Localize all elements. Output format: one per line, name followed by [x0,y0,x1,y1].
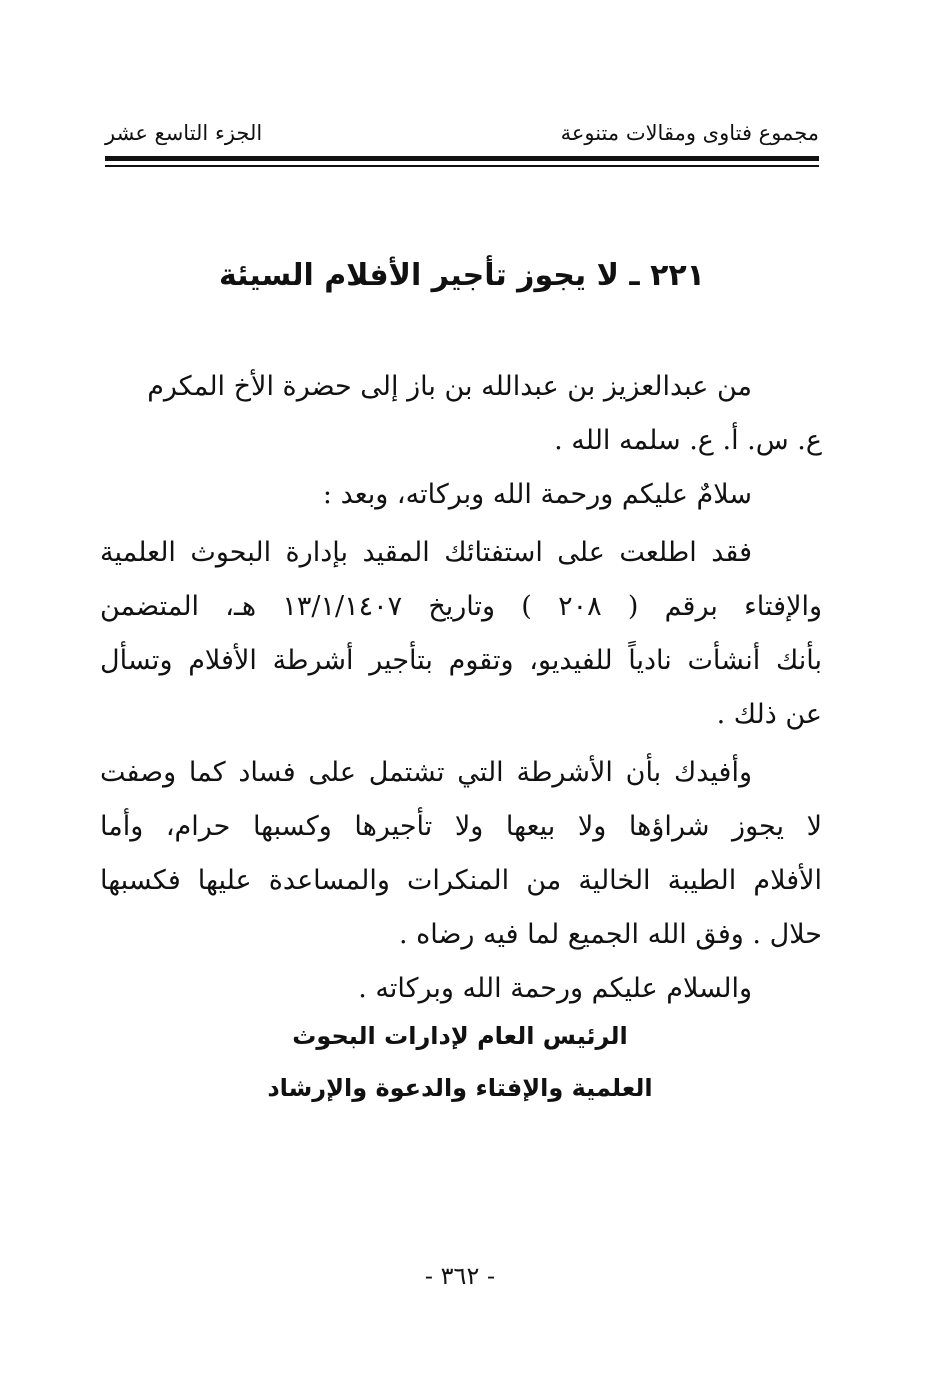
salutation-line-1: من عبدالعزيز بن عبدالله بن باز إلى حضرة الأخ المكرم [147,371,752,402]
paragraph-2-line: وأفيدك بأن الأشرطة التي تشتمل على فساد كما وصفت [100,757,752,788]
running-header [105,120,819,146]
paragraph-2-line: الأفلام الطيبة الخالية من المنكرات والمساعدة عليها فكسبها [100,865,822,896]
signature-block [260,1010,660,1114]
paragraph-2 [100,746,822,962]
greeting-line: سلامٌ عليكم ورحمة الله وبركاته، وبعد : [322,479,752,510]
page-number: - ٣٦٢ - [424,1262,496,1290]
signature-line-1: الرئيس العام لإدارات البحوث [292,1022,628,1050]
paragraph-1-line: عن ذلك . [716,699,822,730]
fatwa-title: ٢٢١ ـ لا يجوز تأجير الأفلام السيئة [218,258,705,293]
header-rule-thick [105,156,819,161]
signature-line-2: العلمية والإفتاء والدعوة والإرشاد [267,1074,653,1102]
paragraph-1 [100,526,822,742]
paragraph-2-line: حلال . وفق الله الجميع لما فيه رضاه . [398,919,822,950]
paragraph-1-line: فقد اطلعت على استفتائك المقيد بإدارة البحوث العلمية [100,537,752,568]
salutation-line-2: ع. س. أ. ع. سلمه الله . [554,425,822,456]
paragraph-2-line: لا يجوز شراؤها ولا بيعها ولا تأجيرها وكسبها حرام، وأما [100,811,822,842]
header-rule-thin [105,165,819,167]
closing-line: والسلام عليكم ورحمة الله وبركاته . [358,973,752,1004]
paragraph-1-line: والإفتاء برقم ( ٢٠٨ ) وتاريخ ١٣/١/١٤٠٧ هـ، المتضمن [100,591,823,622]
volume-label: الجزء التاسع عشر [105,121,263,145]
paragraph-1-line: بأنك أنشأت نادياً للفيديو، وتقوم بتأجير أشرطة الأفلام وتسأل [100,645,822,676]
book-title: مجموع فتاوى ومقالات متنوعة [560,121,819,145]
letter-body [100,360,822,1016]
